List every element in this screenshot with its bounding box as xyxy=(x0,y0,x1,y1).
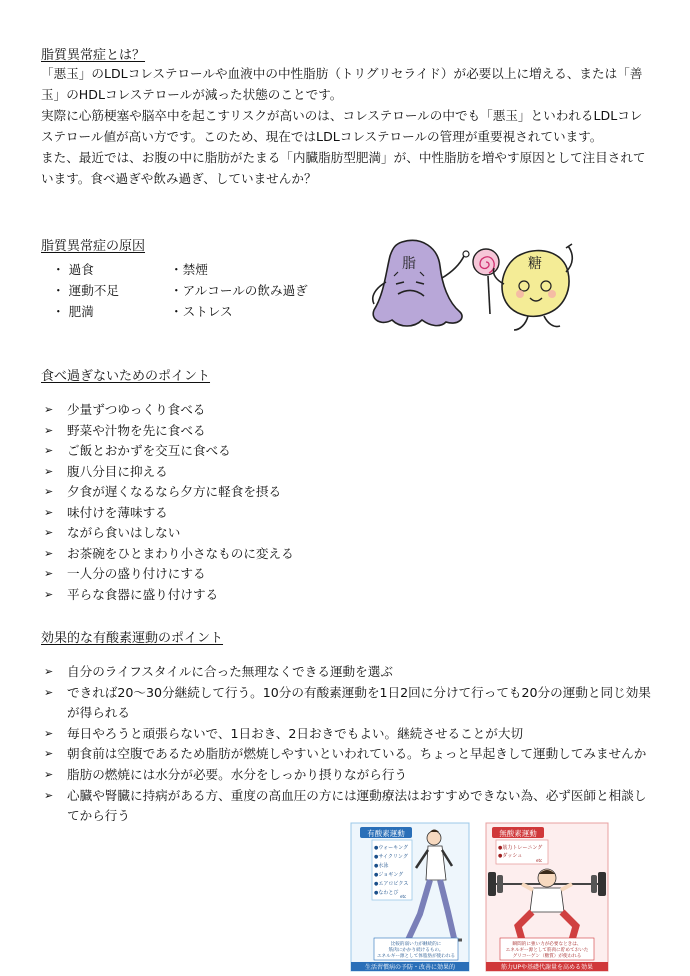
svg-text:●ウォーキング: ●ウォーキング xyxy=(374,845,409,851)
intro-paragraphs xyxy=(41,63,653,189)
svg-text:etc: etc xyxy=(400,894,407,899)
cause-item: ・ストレス xyxy=(170,304,233,319)
list-item: ➢ ながら食いはしない xyxy=(41,523,641,544)
svg-text:無酸素運動: 無酸素運動 xyxy=(499,829,537,838)
cause-item: ・アルコールの飲み過ぎ xyxy=(170,283,308,298)
svg-text:エネルギー源として筋肉に貯めておいた: エネルギー源として筋肉に貯めておいた xyxy=(505,948,589,953)
aerobic-panel xyxy=(351,823,469,971)
list-item: ➢ 平らな食器に盛り付けする xyxy=(41,585,641,606)
overeating-tips-list xyxy=(41,400,641,605)
arrow-bullet-icon: ➢ xyxy=(44,403,54,416)
list-item: ➢ 毎日やろうと頑張らないで、1日おき、2日おきでもよい。継続させることが大切 xyxy=(41,724,655,745)
svg-text:エネルギー源として体脂肪が使われる: エネルギー源として体脂肪が使われる xyxy=(376,954,456,959)
svg-text:筋力UPや基礎代謝量を高める効果: 筋力UPや基礎代謝量を高める効果 xyxy=(500,964,594,971)
arrow-bullet-icon: ➢ xyxy=(44,665,54,678)
list-item: ➢ 野菜や汁物を先に食べる xyxy=(41,421,641,442)
svg-text:●ジョギング: ●ジョギング xyxy=(374,872,404,878)
section-title-causes: 脂質異常症の原因 xyxy=(41,239,146,254)
arrow-bullet-icon: ➢ xyxy=(44,747,54,761)
svg-text:比較的弱い力が継続的に: 比較的弱い力が継続的に xyxy=(390,942,442,947)
fat-character-icon xyxy=(373,240,469,326)
list-item: ➢ ご飯とおかずを交互に食べる xyxy=(41,441,641,462)
svg-text:●水泳: ●水泳 xyxy=(374,863,389,869)
section-title-overeating: 食べ過ぎないためのポイント xyxy=(41,369,211,384)
list-item: ➢ 夕食が遅くなるなら夕方に軽食を摂る xyxy=(41,482,641,503)
anaerobic-panel xyxy=(486,823,608,971)
list-item: ➢ 自分のライフスタイルに合った無理なくできる運動を選ぶ xyxy=(41,662,655,683)
arrow-bullet-icon: ➢ xyxy=(44,505,54,519)
arrow-bullet-icon: ➢ xyxy=(44,767,54,781)
exercise-illustration xyxy=(350,822,610,972)
svg-text:●サイクリング: ●サイクリング xyxy=(374,854,408,860)
section-title-what-is: 脂質異常症とは？ xyxy=(41,48,146,63)
list-item: ➢ お茶碗をひとまわり小さなものに変える xyxy=(41,544,641,565)
cause-item: ・禁煙 xyxy=(170,262,208,277)
list-item: ➢ 一人分の盛り付けにする xyxy=(41,564,641,585)
svg-text:生活習慣病の予防・改善に効果的: 生活習慣病の予防・改善に効果的 xyxy=(364,964,456,971)
list-item: ➢ 脂肪の燃焼には水分が必要。水分をしっかり摂りながら行う xyxy=(41,765,655,786)
sugar-character-icon xyxy=(493,244,572,330)
svg-text:●ダッシュ: ●ダッシュ xyxy=(498,853,523,859)
list-item: ➢ 腹八分目に抑える xyxy=(41,462,641,483)
fat-sugar-characters-illustration xyxy=(360,232,585,342)
cause-item: ・ 肥満 xyxy=(52,304,94,319)
arrow-bullet-icon: ➢ xyxy=(44,685,54,699)
paragraph-2: 実際に心筋梗塞や脳卒中を起こすリスクが高いのは、コレステロールの中でも「悪玉」といわれるLDLコレステロール値が高い方です。このため、現在ではLDLコレステロールの管理が重要視されています。 xyxy=(41,108,643,144)
cause-item: ・ 運動不足 xyxy=(52,283,119,298)
svg-text:●エアロビクス: ●エアロビクス xyxy=(374,881,409,887)
arrow-bullet-icon: ➢ xyxy=(44,444,54,457)
arrow-bullet-icon: ➢ xyxy=(44,587,54,601)
arrow-bullet-icon: ➢ xyxy=(44,485,54,498)
arrow-bullet-icon: ➢ xyxy=(44,726,54,740)
paragraph-1: 「悪玉」のLDLコレステロールや血液中の中性脂肪（トリグリセライド）が必要以上に増える、または「善玉」のHDLコレステロールが減った状態のことです。 xyxy=(41,66,643,102)
svg-text:筋肉にかかり続けるもの。: 筋肉にかかり続けるもの。 xyxy=(388,948,444,953)
lollipop-icon xyxy=(473,249,499,314)
svg-text:糖: 糖 xyxy=(528,256,542,272)
svg-text:etc: etc xyxy=(536,858,543,863)
svg-text:グリコーゲン（糖質）が使われる: グリコーゲン（糖質）が使われる xyxy=(512,954,582,959)
svg-text:●なわとび: ●なわとび xyxy=(374,890,399,896)
arrow-bullet-icon: ➢ xyxy=(44,567,54,580)
arrow-bullet-icon: ➢ xyxy=(44,526,54,539)
list-item: ➢ 朝食前は空腹であるため脂肪が燃焼しやすいといわれている。ちょっと早起きして運動してみませんか xyxy=(41,744,655,765)
svg-text:瞬間的に強い力が必要なときは、: 瞬間的に強い力が必要なときは、 xyxy=(512,942,582,947)
svg-text:脂: 脂 xyxy=(402,256,416,272)
paragraph-3: また、最近では、お腹の中に脂肪がたまる「内臓脂肪型肥満」が、中性脂肪を増やす原因として注目されています。食べ過ぎや飲み過ぎ、していませんか？ xyxy=(41,150,646,186)
cause-item: ・ 過食 xyxy=(52,262,94,277)
list-item: ➢ 心臓や腎臓に持病がある方、重度の高血圧の方には運動療法はおすすめできない為、必ず医師と相談してから行う xyxy=(44,787,647,824)
arrow-bullet-icon: ➢ xyxy=(44,788,54,802)
section-title-aerobic: 効果的な有酸素運動のポイント xyxy=(41,631,224,646)
svg-text:●筋力トレーニング: ●筋力トレーニング xyxy=(498,845,543,851)
list-item: ➢ できれば20〜30分継続して行う。10分の有酸素運動を1日2回に分けて行っても20分の運動と同じ効果が得られる xyxy=(44,684,651,721)
arrow-bullet-icon: ➢ xyxy=(44,464,54,478)
arrow-bullet-icon: ➢ xyxy=(44,546,54,560)
svg-text:有酸素運動: 有酸素運動 xyxy=(367,829,405,838)
list-item: ➢ 味付けを薄味する xyxy=(41,503,641,524)
aerobic-tips-list xyxy=(41,662,655,827)
causes-left-column xyxy=(52,259,119,322)
arrow-bullet-icon: ➢ xyxy=(44,423,54,437)
list-item: ➢ 少量ずつゆっくり食べる xyxy=(41,400,641,421)
causes-right-column xyxy=(170,259,308,322)
